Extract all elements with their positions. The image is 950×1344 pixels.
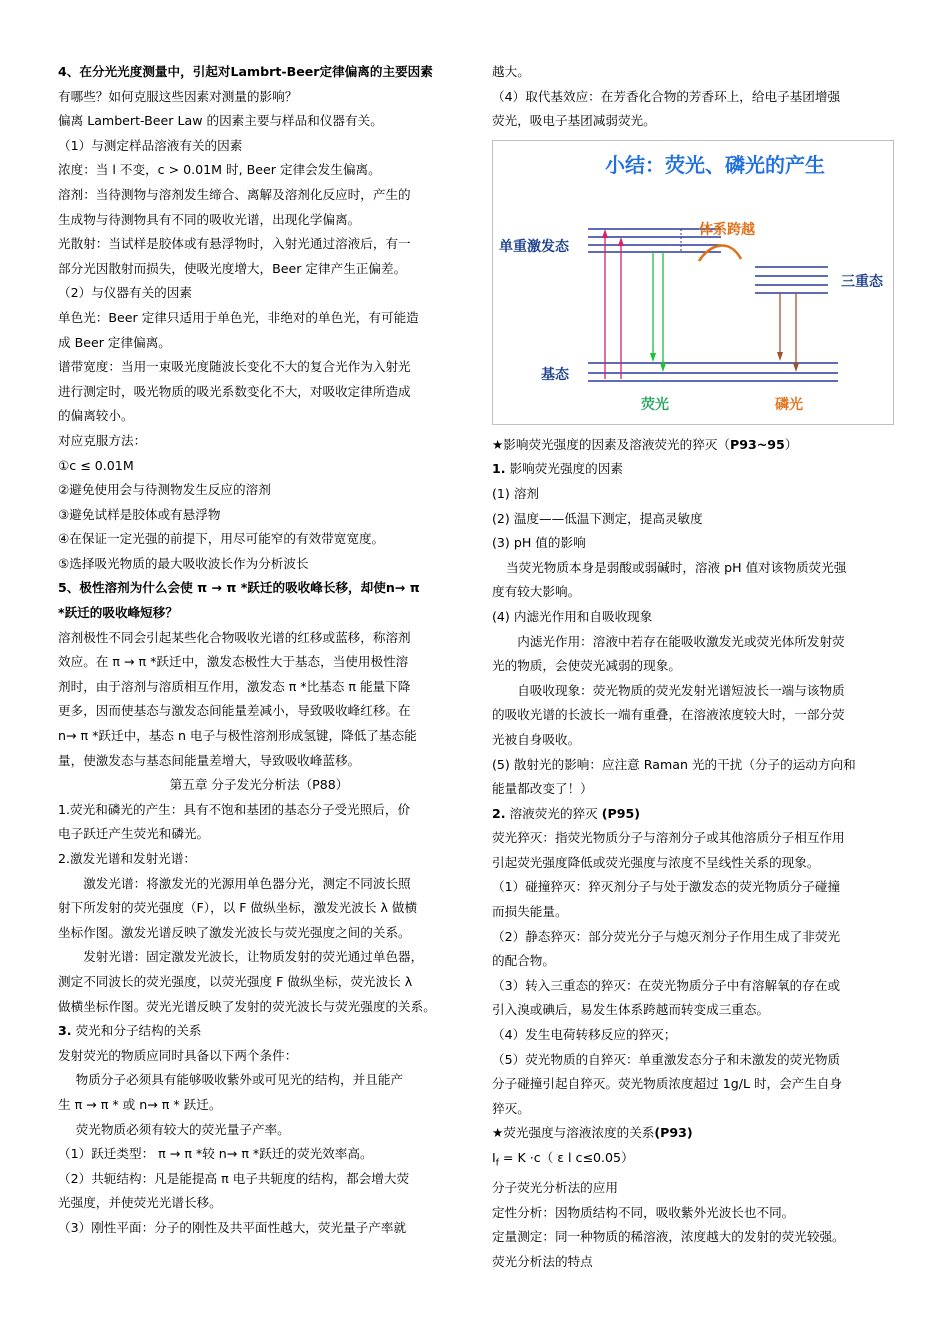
phosphorescence-arrowhead-2: [793, 363, 799, 372]
q4-methods-title: 对应克服方法：: [58, 432, 147, 448]
q4-band-line1: 谱带宽度：当用一束吸光度随波长变化不大的复合光作为入射光: [58, 359, 411, 375]
f1-item4-self-line2: 的吸收光谱的长波长一端有重叠，在溶液浓度较大时，一部分荧: [492, 707, 845, 723]
f2-item4: （4）发生电荷转移反应的猝灭；: [492, 1027, 677, 1043]
ch5-2-excitation-line3: 坐标作图。激发光谱反映了激发光波长与荧光强度之间的关系。: [58, 924, 411, 940]
f2-def-line2: 引起荧光强度降低或荧光强度与浓度不呈线性关系的现象。: [492, 854, 820, 870]
q4-concentration: 浓度：当 l 不变，c > 0.01M 时, Beer 定律会发生偏离。: [58, 162, 381, 178]
q5-title-b: n→ π: [385, 580, 420, 596]
q4-method-3: ③避免试样是胶体或有悬浮物: [58, 506, 221, 522]
q4-scatter-line1: 光散射：当试样是胶体或有悬浮物时，入射光通过溶液后，有一: [58, 236, 411, 252]
q5-title-line2: [58, 601, 460, 626]
app-title: 分子荧光分析法的应用: [492, 1180, 618, 1196]
f2-text: 溶液荧光的猝灭: [505, 805, 602, 821]
q4-solvent-line2: 生成物与待测物具有不同的吸收光谱，出现化学偏离。: [58, 211, 361, 227]
f2-item3-line2: 引入溴或碘后，易发生体系跨越而转变成三重态。: [492, 1002, 770, 1018]
f1-item1: (1) 溶剂: [492, 485, 540, 501]
singlet-label: 单重激发态: [499, 238, 569, 255]
formula-sub: f: [495, 1158, 499, 1169]
ch5-3-type3-line1: （3）刚性平面：分子的刚性及共平面性越大，荧光量子产率就: [58, 1219, 407, 1235]
f2-page: (P95): [601, 805, 641, 821]
f1-item3: (3) pH 值的影响: [492, 535, 586, 551]
f2-item3-line1: （3）转入三重态的猝灭：在荧光物质分子中有溶解氧的存在或: [492, 977, 841, 993]
formula: [492, 1146, 894, 1176]
ch5-2-title: 2.激发光谱和发射光谱：: [58, 851, 196, 866]
absorption-arrowhead-1: [602, 229, 608, 238]
f2-def-line1: 荧光猝灭：指荧光物质分子与溶剂分子或其他溶质分子相互作用: [492, 830, 845, 846]
ch5-3-conditions: 发射荧光的物质应同时具备以下两个条件：: [58, 1047, 298, 1063]
f1-item4-inner-line2: 光的物质，会使荧光减弱的现象。: [492, 658, 681, 674]
ch5-3-type1: （1）跃迁类型： π → π *较 n→ π *跃迁的荧光效率高。: [58, 1146, 373, 1162]
q5-line1: 溶剂极性不同会引起某些化合物吸收光谱的红移或蓝移，称溶剂: [58, 629, 411, 645]
f2-title: [492, 802, 894, 827]
continuation: 越大。: [492, 64, 530, 79]
q4-method-5: ⑤选择吸光物质的最大吸收波长作为分析波长: [58, 555, 309, 571]
q4-title-line2: 有哪些？如何克服这些因素对测量的影响？: [58, 88, 298, 104]
q5-title: [58, 576, 460, 601]
star2-b: (P93): [654, 1125, 693, 1141]
q4-band-line2: 进行测定时，吸光物质的吸光系数变化不大，对吸收定律所造成: [58, 383, 411, 399]
isc-label: 体系跨越: [699, 221, 755, 238]
star2-a: ★荧光强度与溶液浓度的关系: [492, 1125, 655, 1141]
f1-item3-line2: 度有较大影响。: [492, 584, 581, 600]
q5-title-a: 5、极性溶剂为什么会使 π → π *跃迁的吸收峰长移，却使: [58, 580, 386, 596]
features-title: 荧光分析法的特点: [492, 1253, 593, 1269]
star1-title: [492, 433, 894, 458]
q4-title: [58, 60, 460, 85]
f1-item5-line2: 能量都改变了！）: [492, 781, 593, 797]
star1-b: P93~95: [729, 436, 785, 452]
ch5-3-type2-line1: （2）共轭结构：凡是能提高 π 电子共轭度的结构，都会增大荧: [58, 1170, 410, 1186]
isc-curve: [699, 245, 741, 260]
q5-line4: 更多，因而使基态与激发态间能量差减小，导致吸收峰红移。在: [58, 703, 411, 719]
ch5-2-excitation-line1: 激发光谱：将激发光的光源用单色器分光，测定不同波长照: [83, 875, 411, 891]
f1-item4: (4) 内滤光作用和自吸收现象: [492, 608, 653, 624]
q5-title-c: *跃迁的吸收峰短移？: [58, 605, 178, 621]
fluorescence-arrowhead-1: [650, 353, 656, 362]
diagram-title: 小结：荧光、磷光的产生: [605, 152, 825, 177]
f2-number: 2.: [492, 805, 506, 821]
q4-title-a: 4、在分光光度测量中，引起对: [58, 64, 231, 79]
ch5-3-cond1-line1: 物质分子必须具有能够吸收紫外或可见光的结构，并且能产: [75, 1072, 404, 1088]
f2-item1-line1: （1）碰撞猝灭：猝灭剂分子与处于激发态的荧光物质分子碰撞: [492, 879, 841, 895]
q5-line5: n→ π *跃迁中，基态 n 电子与极性溶剂形成氢键，降低了基态能: [58, 728, 417, 744]
app-qualitative: 定性分析：因物质结构不同，吸收紫外光波长也不同。: [492, 1204, 795, 1220]
f2-item1-line2: 而损失能量。: [492, 904, 568, 920]
sub4-line2: 荧光，吸电子基团减弱荧光。: [492, 113, 656, 129]
f2-item2-line1: （2）静态猝灭：部分荧光分子与熄灭剂分子作用生成了非荧光: [492, 928, 841, 944]
ch5-3-type2-line2: 光强度，并使荧光光谱长移。: [58, 1195, 222, 1211]
f1-title: [492, 457, 894, 482]
diagram-svg: [493, 141, 893, 424]
ch5-1-line2: 电子跃迁产生荧光和磷光。: [58, 826, 210, 842]
ch5-2-emission-line1: 发射光谱：固定激发光波长，让物质发射的荧光通过单色器，: [83, 949, 424, 965]
phosphorescence-label: 磷光: [775, 396, 803, 413]
ch5-3-cond1-line2: 生 π → π * 或 n→ π * 跃迁。: [58, 1096, 222, 1112]
app-quantitative: 定量测定：同一种物质的稀溶液，浓度越大的发射的荧光较强。: [492, 1229, 845, 1245]
ch5-2-excitation-line2: 射下所发射的荧光强度（F），以 F 做纵坐标，激发光波长 λ 做横: [58, 900, 418, 916]
f2-item2-line2: 的配合物。: [492, 953, 555, 969]
formula-rest: = K ·c（ ε l c≤0.05）: [498, 1150, 634, 1165]
q4-method-1: ①c ≤ 0.01M: [58, 457, 134, 473]
f1-item5-line1: (5) 散射光的影响：应注意 Raman 光的干扰（分子的运动方向和: [492, 756, 856, 772]
formula-i: I: [492, 1150, 496, 1165]
q4-scatter-line2: 部分光因散射而损失，使吸光度增大，Beer 定律产生正偏差。: [58, 260, 407, 276]
f1-item2: (2) 温度——低温下测定，提高灵敏度: [492, 510, 703, 526]
star1-a: ★影响荧光强度的因素及溶液荧光的猝灭（: [492, 436, 730, 452]
f2-item5-line3: 猝灭。: [492, 1100, 530, 1116]
ch5-3-title: [58, 1019, 460, 1044]
q4-method-2: ②避免使用会与待测物发生反应的溶剂: [58, 482, 271, 498]
ch5-1-line1: 1.荧光和磷光的产生：具有不饱和基团的基态分子受光照后，价: [58, 801, 411, 817]
f1-item4-self-line1: 自吸收现象：荧光物质的荧光发射光谱短波长一端与该物质: [517, 682, 845, 698]
q4-title-c: 定律偏离的主要因素: [319, 64, 433, 79]
f2-item5-line2: 分子碰撞引起自猝灭。荧光物质浓度超过 1g/L 时，会产生自身: [492, 1076, 843, 1092]
q4-section-2: （2）与仪器有关的因素: [58, 285, 192, 301]
right-column: [492, 60, 894, 1274]
chapter5-title: 第五章 分子发光分析法（P88）: [169, 777, 349, 793]
q5-line6: 量，使激发态与基态间能量差增大，导致吸收峰蓝移。: [58, 752, 361, 768]
q5-line3: 剂时，由于溶剂与溶质相互作用，激发态 π *比基态 π 能量下降: [58, 678, 411, 694]
left-column: [58, 60, 460, 1241]
f1-item4-self-line3: 光被自身吸收。: [492, 731, 581, 747]
sub4-line1: （4）取代基效应：在芳香化合物的芳香环上，给电子基团增强: [492, 88, 841, 104]
star1-c: ）: [784, 436, 798, 452]
f2-item5-line1: （5）荧光物质的自猝灭：单重激发态分子和未激发的荧光物质: [492, 1051, 841, 1067]
ch5-3-number: 3.: [58, 1023, 72, 1039]
f1-text: 影响荧光强度的因素: [505, 461, 623, 477]
q5-line2: 效应。在 π → π *跃迁中，激发态极性大于基态，当使用极性溶: [58, 654, 409, 670]
ground-label: 基态: [541, 366, 569, 383]
q4-method-4: ④在保证一定光强的前提下，用尽可能窄的有效带宽宽度。: [58, 531, 385, 547]
jablonski-diagram: [492, 140, 894, 425]
f1-item4-inner-line1: 内滤光作用：溶液中若存在能吸收激发光或荧光体所发射荧: [517, 633, 845, 649]
triplet-label: 三重态: [841, 273, 883, 290]
q4-band-line3: 的偏离较小。: [58, 408, 134, 424]
f1-item3-line1: 当荧光物质本身是弱酸或弱碱时，溶液 pH 值对该物质荧光强: [506, 559, 847, 575]
q4-intro: 偏离 Lambert-Beer Law 的因素主要与样品和仪器有关。: [58, 113, 383, 129]
q4-mono-line1: 单色光：Beer 定律只适用于单色光，非绝对的单色光，有可能造: [58, 309, 419, 325]
ch5-3-cond2: 荧光物质必须有较大的荧光量子产率。: [75, 1121, 290, 1137]
ch5-2-emission-line2: 测定不同波长的荧光强度，以荧光强度 F 做纵坐标，荧光波长 λ: [58, 973, 413, 989]
fluorescence-arrowhead-2: [660, 363, 666, 372]
q4-solvent-line1: 溶剂：当待测物与溶剂发生缔合、离解及溶剂化反应时，产生的: [58, 186, 411, 202]
q4-mono-line2: 成 Beer 定律偏离。: [58, 334, 171, 350]
absorption-arrowhead-2: [618, 237, 624, 246]
ch5-3-text: 荧光和分子结构的关系: [71, 1023, 202, 1039]
f1-number: 1.: [492, 461, 506, 477]
q4-section-1: （1）与测定样品溶液有关的因素: [58, 137, 243, 153]
ch5-2-emission-line3: 做横坐标作图。荧光光谱反映了发射的荧光波长与荧光强度的关系。: [58, 998, 436, 1014]
phosphorescence-arrowhead-1: [777, 352, 783, 361]
fluorescence-label: 荧光: [641, 396, 669, 413]
q4-title-b: Lambrt-Beer: [230, 64, 320, 79]
star2-title: [492, 1121, 894, 1146]
